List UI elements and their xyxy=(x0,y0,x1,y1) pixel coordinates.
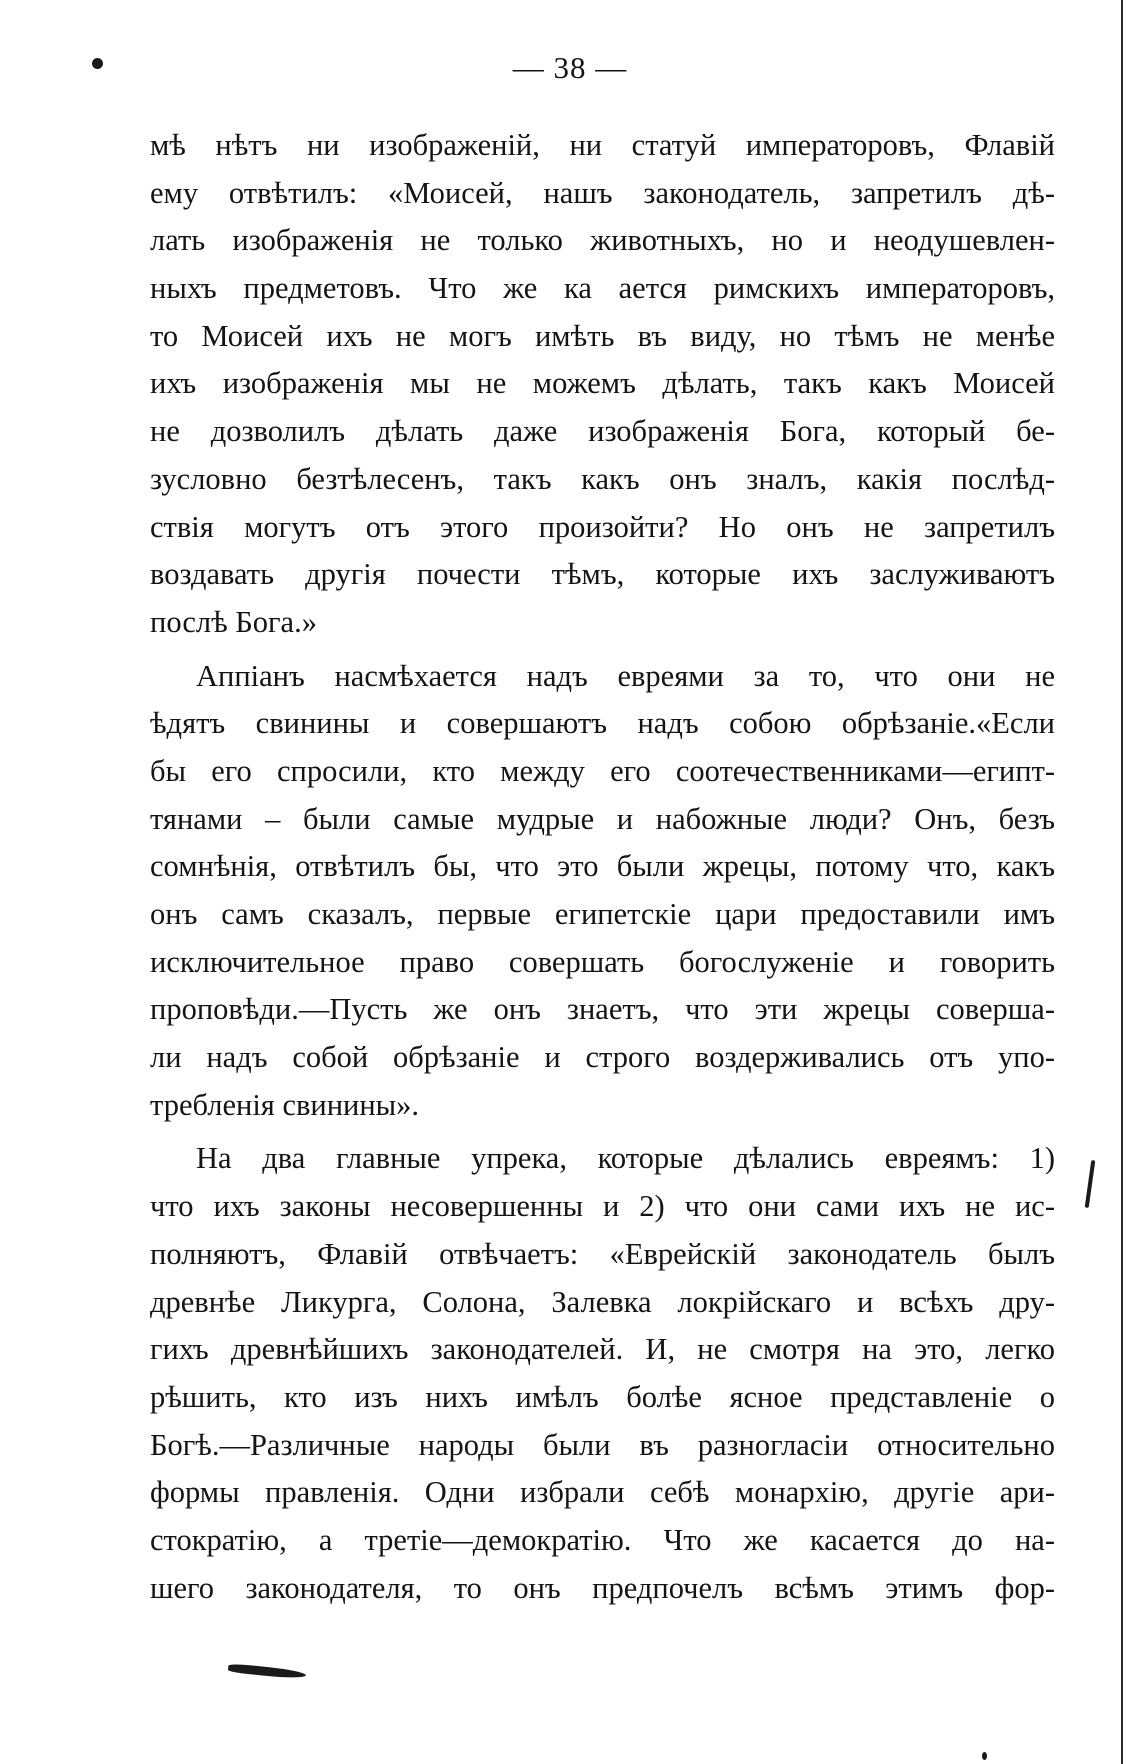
text-line: ему отвѣтилъ: «Моисей, нашъ законодатель, запретилъ дѣ- xyxy=(150,175,1055,210)
body-text xyxy=(150,122,1055,1612)
text-line: проповѣди.—Пусть же онъ знаетъ, что эти жрецы соверша- xyxy=(150,992,1055,1027)
text-line: воздавать другія почести тѣмъ, которые ихъ заслуживаютъ xyxy=(150,557,1055,592)
text-line: мѣ нѣтъ ни изображеній, ни статуй императоровъ, Флавій xyxy=(150,128,1055,162)
text-line: рѣшить, кто изъ нихъ имѣлъ болѣе ясное представленіе о xyxy=(150,1379,1055,1414)
text-line: стократію, а третіе—демократію. Что же касается до на- xyxy=(150,1522,1055,1557)
paragraph-3 xyxy=(150,1135,1055,1612)
ink-speck xyxy=(982,1752,987,1760)
text-line: Аппіанъ насмѣхается надъ евреями за то, что они не xyxy=(196,658,1055,693)
text-line: ствія могутъ отъ этого произойти? Но онъ не запретилъ xyxy=(150,509,1055,544)
text-line: не дозволилъ дѣлать даже изображенія Бога, который бе- xyxy=(150,414,1055,449)
text-line: сомнѣнія, отвѣтилъ бы, что это были жрецы, потому что, какъ xyxy=(150,849,1055,884)
text-line: формы правленія. Одни избрали себѣ монархію, другіе ари- xyxy=(150,1475,1055,1510)
text-line: исключительное право совершать богослуженіе и говорить xyxy=(150,944,1055,979)
text-line: ѣдятъ свинины и совершаютъ надъ собою обрѣзаніе.«Если xyxy=(150,706,1055,741)
text-line: требленія свинины». xyxy=(150,1087,420,1122)
text-line: ныхъ предметовъ. Что же ка ается римскихъ императоровъ, xyxy=(150,271,1055,306)
paragraph-2 xyxy=(150,653,1055,1130)
paragraph-1 xyxy=(150,122,1055,647)
text-line: тянами – были самые мудрые и набожные люди? Онъ, безъ xyxy=(150,801,1055,836)
text-line: полняютъ, Флавій отвѣчаетъ: «Еврейскій законодатель былъ xyxy=(150,1236,1055,1271)
text-line: гихъ древнѣйшихъ законодателей. И, не смотря на это, легко xyxy=(150,1332,1055,1367)
text-line: Богѣ.—Различные народы были въ разногласіи относительно xyxy=(150,1427,1055,1462)
ink-speck xyxy=(1085,1160,1096,1208)
text-line: онъ самъ сказалъ, первые египетскіе цари предоставили имъ xyxy=(150,897,1055,931)
text-line: бы его спросили, кто между его соотечественниками—египт- xyxy=(150,753,1055,788)
text-line: На два главные упрека, которые дѣлались евреямъ: 1) xyxy=(196,1141,1055,1176)
page-number: — 38 — xyxy=(512,50,628,85)
ink-smudge xyxy=(228,1663,307,1680)
text-line: шего законодателя, то онъ предпочелъ всѣмъ этимъ фор- xyxy=(150,1570,1055,1605)
text-line: что ихъ законы несовершенны и 2) что они сами ихъ не ис- xyxy=(150,1189,1055,1224)
text-line: то Моисей ихъ не могъ имѣть въ виду, но тѣмъ не менѣе xyxy=(150,318,1055,353)
text-line: ли надъ собой обрѣзаніе и строго воздерживались отъ упо- xyxy=(150,1040,1055,1075)
text-line: лать изображенія не только животныхъ, но и неодушевлен- xyxy=(150,223,1055,258)
page-edge-rule xyxy=(1121,0,1123,1764)
text-line: зусловно безтѣлесенъ, такъ какъ онъ зналъ, какія послѣд- xyxy=(150,461,1055,496)
text-line: послѣ Бога.» xyxy=(150,604,317,639)
text-line: древнѣе Ликурга, Солона, Залевка локрійскаго и всѣхъ дру- xyxy=(150,1284,1055,1319)
text-line: ихъ изображенія мы не можемъ дѣлать, такъ какъ Моисей xyxy=(150,366,1055,401)
